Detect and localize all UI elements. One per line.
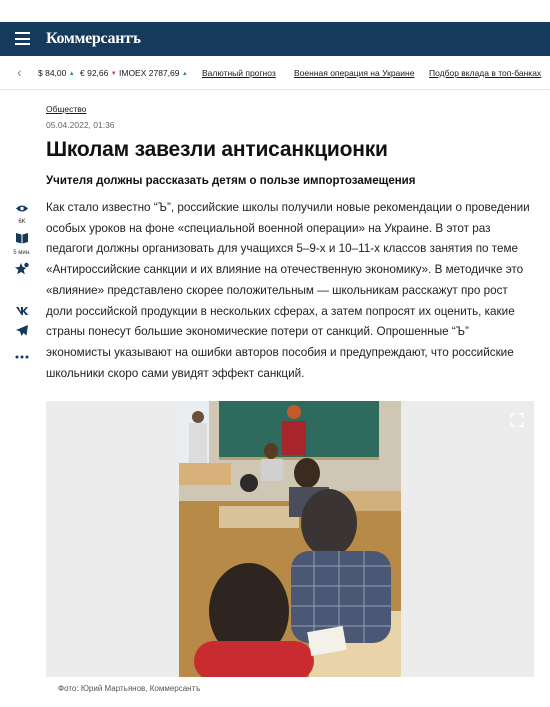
share-telegram-button[interactable] — [10, 324, 34, 342]
telegram-icon — [15, 324, 29, 337]
article-lead: Как стало известно “Ъ”, российские школы получили новые рекомендации о проведении особых уроков на фоне «специальной военной операции» на Украине. В этот раз педагоги должны организовать для учащихся 5–9-х и 10–11-х классов занятия по теме «Антироссийские санкции и их влияние на отечественную экономику». В методичке это «влияние» представлено скорее положительным — школьникам расскажут про рост доли российской продукции в нескольких сферах, а затем попросят их оценить, какие страны понесут большие экономические потери от санкций. Опрошенные “Ъ” экономисты указывают на ошибки авторов пособия и предупреждают, что российские школьники скоро сами увидят эффект санкций. — [46, 201, 530, 380]
hamburger-icon[interactable] — [15, 32, 30, 45]
share-vk-button[interactable] — [10, 303, 34, 321]
photo-caption: Фото: Юрий Мартьянов, Коммерсантъ — [58, 684, 201, 693]
ticker-link-deposits[interactable]: Подбор вклада в топ-банках — [429, 68, 542, 78]
classroom-photo — [179, 401, 401, 677]
ticker-link-operation[interactable]: Военная операция на Украине — [294, 68, 415, 78]
ticker-item-imoex[interactable]: IMOEX 2787,69 ▲ — [119, 68, 188, 78]
market-ticker — [0, 56, 550, 90]
vk-icon — [15, 306, 29, 316]
read-time: 5 мин. — [10, 231, 34, 256]
star-add-icon — [14, 262, 30, 276]
ticker-item-eur[interactable]: € 92,66 ▼ — [80, 68, 117, 78]
article-subtitle: Учителя должны рассказать детям о пользе импортозамещения — [46, 175, 416, 187]
article-rubric[interactable]: Общество — [46, 104, 87, 114]
article-photo[interactable] — [46, 401, 534, 677]
chevron-left-icon[interactable]: ‹ — [17, 64, 22, 80]
arrow-down-icon: ▼ — [110, 71, 117, 77]
article-date: 05.04.2022, 01:36 — [46, 120, 115, 130]
ticker-item-usd[interactable]: $ 84,00 ▲ — [38, 68, 75, 78]
ticker-link-forecast[interactable]: Валютный прогноз — [202, 68, 276, 78]
article-title: Школам завезли антисанкционки — [46, 138, 388, 161]
bookmark-button[interactable] — [10, 262, 34, 281]
book-icon — [15, 232, 29, 244]
expand-icon[interactable] — [510, 413, 524, 427]
site-logo[interactable]: Коммерсантъ — [46, 30, 141, 47]
more-dots-icon — [15, 355, 29, 359]
arrow-up-icon: ▲ — [68, 71, 75, 77]
eye-icon — [15, 204, 29, 213]
arrow-up-icon: ▲ — [181, 71, 188, 77]
views-counter: 6K — [10, 200, 34, 225]
more-options-button[interactable] — [10, 346, 34, 364]
site-header — [0, 22, 550, 56]
